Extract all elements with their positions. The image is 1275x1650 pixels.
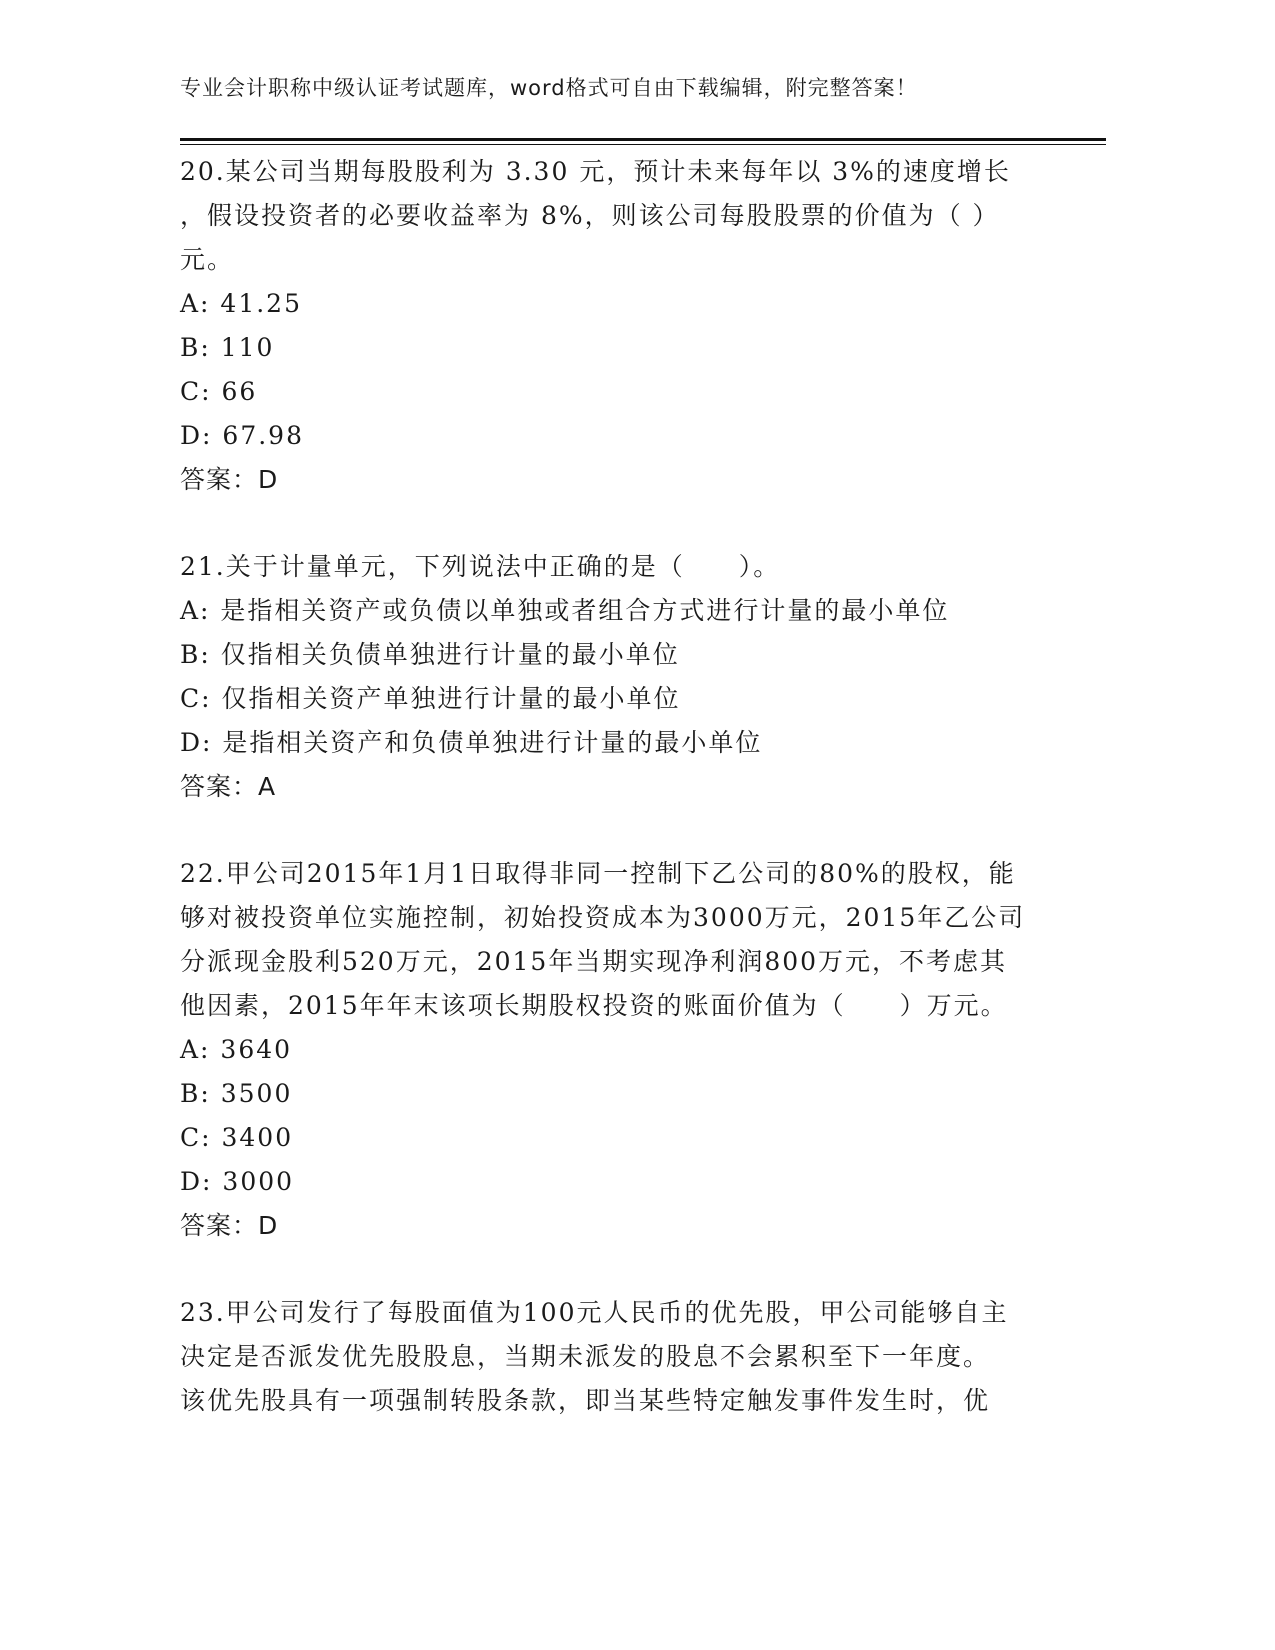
option-d: D: 67.98: [180, 421, 304, 450]
option-b: B: 仅指相关负债单独进行计量的最小单位: [180, 640, 680, 669]
option-a: A: 3640: [180, 1035, 293, 1064]
question-stem-line: 22.甲公司2015年1月1日取得非同一控制下乙公司的80%的股权，能: [180, 859, 1016, 888]
option-a: A: 是指相关资产或负债以单独或者组合方式进行计量的最小单位: [180, 596, 950, 625]
answer-label: 答案：D: [180, 465, 279, 494]
answer-label: 答案：D: [180, 1211, 279, 1240]
question-23: [180, 1291, 1040, 1423]
question-stem-line: 23.甲公司发行了每股面值为100元人民币的优先股，甲公司能够自主: [180, 1298, 1009, 1327]
header-rule-thick: [180, 138, 1106, 141]
page-header: 专业会计职称中级认证考试题库，word格式可自由下载编辑，附完整答案！: [180, 76, 918, 100]
question-20: [180, 150, 1040, 502]
question-stem-line: 够对被投资单位实施控制，初始投资成本为3000万元，2015年乙公司: [180, 903, 1026, 932]
question-list: [180, 150, 1040, 1423]
question-22: [180, 852, 1040, 1248]
question-stem-line: 他因素，2015年年末该项长期股权投资的账面价值为（ ）万元。: [180, 991, 1008, 1020]
question-stem-line: 该优先股具有一项强制转股条款，即当某些特定触发事件发生时，优: [180, 1386, 991, 1415]
option-b: B: 110: [180, 333, 275, 362]
question-stem-line: ，假设投资者的必要收益率为 8%，则该公司每股股票的价值为（ ）: [180, 201, 1000, 230]
option-c: C: 仅指相关资产单独进行计量的最小单位: [180, 684, 681, 713]
header-rule-thin: [180, 144, 1106, 145]
answer-label: 答案：A: [180, 772, 277, 801]
question-21: [180, 545, 1040, 809]
question-stem-line: 分派现金股利520万元，2015年当期实现净利润800万元，不考虑其: [180, 947, 1008, 976]
question-stem-line: 元。: [180, 245, 235, 274]
question-stem-line: 21.关于计量单元，下列说法中正确的是（ ）。: [180, 552, 781, 581]
option-d: D: 是指相关资产和负债单独进行计量的最小单位: [180, 728, 763, 757]
option-d: D: 3000: [180, 1167, 295, 1196]
option-a: A: 41.25: [180, 289, 302, 318]
question-stem-line: 决定是否派发优先股股息，当期未派发的股息不会累积至下一年度。: [180, 1342, 991, 1371]
option-c: C: 3400: [180, 1123, 294, 1152]
option-c: C: 66: [180, 377, 258, 406]
question-stem-line: 20.某公司当期每股股利为 3.30 元，预计未来每年以 3%的速度增长: [180, 157, 1011, 186]
option-b: B: 3500: [180, 1079, 293, 1108]
